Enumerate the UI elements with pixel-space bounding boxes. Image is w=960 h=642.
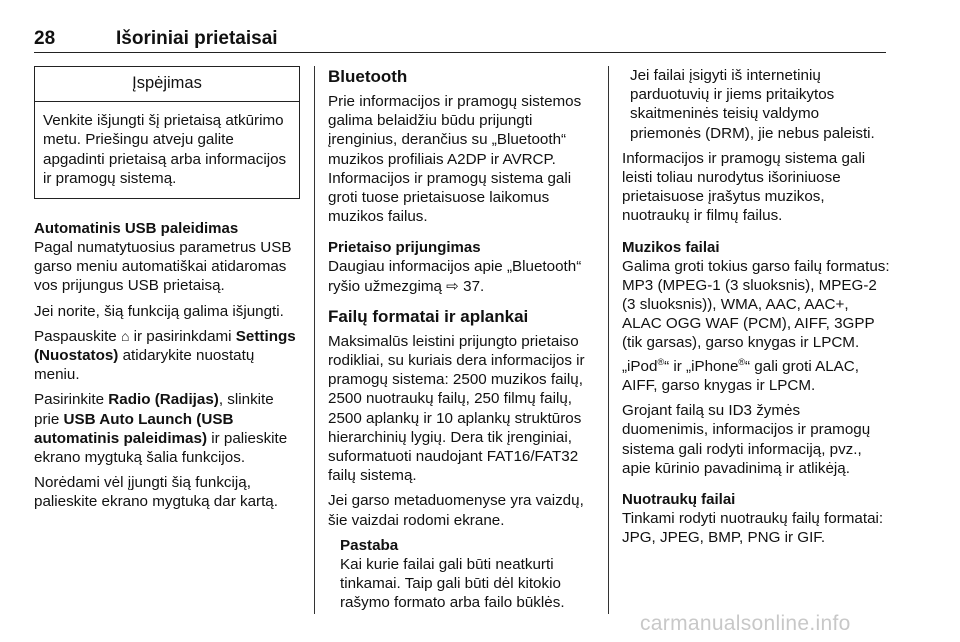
external-files-paragraph: Informacijos ir pramogų sistema gali leisti toliau nurodytus išoriniuose prietaisuose įrašytus muzikos, nuotraukų ir filmų failus. bbox=[622, 149, 866, 225]
music-text-b: “ ir „iPhone bbox=[664, 357, 739, 375]
drm-note: Jei failai įsigyti iš internetinių parduotuvių ir jiems pritaikytos skaitmeninės teisių valdymo priemonės (DRM), jie nebus paleisti. bbox=[630, 67, 875, 142]
formats-paragraph-2: Jei garso metaduomenyse yra vaizdų, šie vaizdai rodomi ekrane. bbox=[328, 492, 584, 529]
warning-box bbox=[34, 66, 300, 199]
watermark: carmanualsonline.info bbox=[640, 612, 851, 635]
file-formats-heading: Failų formatai ir aplankai bbox=[328, 306, 529, 326]
usb-paragraph-4 bbox=[34, 390, 300, 467]
note-box bbox=[340, 536, 598, 613]
page-header bbox=[34, 28, 886, 53]
usb-p3-text-2: ir pasirinkdami bbox=[129, 327, 236, 345]
warning-text: Venkite išjungti šį prietaisą atkūrimo metu. Priešingu atveju galite apgadinti prietaisą arba informacijos ir pramogų sistemą. bbox=[43, 112, 287, 187]
bluetooth-paragraph: Prie informacijos ir pramogų sistemos galima belaidžiu būdu prijungti įrenginius, derančius su „Bluetooth“ muzikos profiliais A2DP ir AVRCP. Informacijos ir pramogų sistema gali groti tuose prietaisuose laikomus muzikos failus. bbox=[328, 93, 582, 226]
column-divider-1 bbox=[314, 66, 315, 614]
music-files-heading: Muzikos failai bbox=[622, 238, 720, 256]
usb-paragraph-5: Norėdami vėl įjungti šią funkciją, palieskite ekrano mygtuką dar kartą. bbox=[34, 474, 278, 511]
usb-p3-text: Paspauskite bbox=[34, 327, 121, 345]
usb-p4-text-2: , slinkite prie bbox=[34, 391, 274, 428]
reference-arrow-icon: ⇨ bbox=[446, 277, 459, 295]
device-connect-text bbox=[328, 257, 598, 295]
photo-files-heading: Nuotraukų failai bbox=[622, 490, 736, 508]
page-title: Išoriniai prietaisai bbox=[116, 28, 278, 49]
device-connect-heading: Prietaiso prijungimas bbox=[328, 239, 481, 257]
column-2 bbox=[328, 66, 598, 613]
usb-p4-text-3: ir palieskite ekrano mygtuką šalia funkcijos. bbox=[34, 429, 288, 467]
radio-menu-label: Radio (Radijas) bbox=[108, 391, 219, 409]
music-text-c: “ gali groti ALAC, AIFF, garso knygas ir LPCM. bbox=[622, 357, 859, 394]
connect-page-ref: 37. bbox=[463, 277, 485, 295]
usb-paragraph-3 bbox=[34, 327, 300, 385]
settings-menu-label: Settings (Nuostatos) bbox=[34, 327, 296, 365]
music-text-a: Galima groti tokius garso failų formatus: MP3 (MPEG-1 (3 sluoksnis), MPEG-2 (3 sluoksnis)), WMA, AAC, AAC+, ALAC OGG WAF (PCM), AIFF, 3GPP (tik garsas), garso knygas ir LPCM. „iPod bbox=[622, 257, 890, 375]
note-title: Pastaba bbox=[340, 536, 399, 554]
bluetooth-heading: Bluetooth bbox=[328, 67, 408, 86]
music-paragraph-1 bbox=[622, 257, 890, 395]
note-text: Kai kurie failai gali būti neatkurti tinkamai. Taip gali būti dėl kitokio rašymo formato arba failo būklės. bbox=[340, 556, 565, 612]
warning-title: Įspėjimas bbox=[35, 67, 299, 102]
usb-autolaunch-heading: Automatinis USB paleidimas bbox=[34, 220, 239, 238]
registered-mark-2: ® bbox=[738, 356, 746, 367]
column-3 bbox=[622, 66, 890, 553]
usb-p3-text-3: atidarykite nuostatų meniu. bbox=[34, 347, 255, 384]
formats-paragraph-1: Maksimalūs leistini prijungto prietaiso rodikliai, su kuriais dera informacijos ir pramogų sistema: 2500 muzikos failų, 2500 nuotraukų failų, 250 filmų failų, 2500 aplankų ir 10 aplankų struktūros hierarchinių lygių. Dera tik įrenginiai, suformatuoti naudojant FAT16/FAT32 failų sistemą. bbox=[328, 332, 585, 485]
usb-paragraph-2: Jei norite, šią funkciją galima išjungti. bbox=[34, 302, 284, 320]
music-paragraph-2: Grojant failą su ID3 žymės duomenimis, informacijos ir pramogų sistema gali rodyti informaciją, pvz., apie kūrinio pavadinimą ir atlikėją. bbox=[622, 402, 871, 477]
column-divider-2 bbox=[608, 66, 609, 614]
page-number: 28 bbox=[34, 28, 56, 49]
usb-paragraph-1: Pagal numatytuosius parametrus USB garso meniu automatiškai atidaromas vos prijungus USB prietaisą. bbox=[34, 239, 292, 295]
connect-text: Daugiau informacijos apie „Bluetooth“ ryšio užmezgimą bbox=[328, 258, 582, 295]
home-icon: ⌂ bbox=[120, 327, 130, 344]
usb-p4-text: Pasirinkite bbox=[34, 391, 109, 409]
registered-mark: ® bbox=[657, 356, 665, 367]
usb-auto-launch-label: USB Auto Launch (USB automatinis paleidimas) bbox=[34, 410, 234, 447]
photo-paragraph: Tinkami rodyti nuotraukų failų formatai: JPG, JPEG, BMP, PNG ir GIF. bbox=[622, 509, 884, 547]
column-1 bbox=[34, 66, 300, 518]
